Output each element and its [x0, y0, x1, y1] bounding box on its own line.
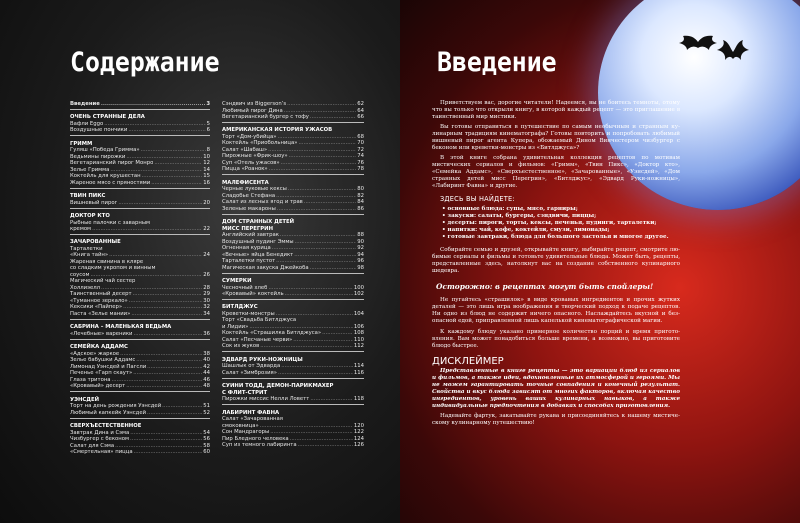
toc-page-number: 64	[357, 107, 364, 114]
toc-entry-title: Сон Мандрагоры	[222, 429, 270, 436]
toc-leader-dots	[269, 166, 357, 173]
toc-page-number: 88	[357, 232, 364, 239]
toc-page-number: 6	[206, 127, 210, 134]
toc-leader-dots	[101, 101, 205, 108]
toc-entry[interactable]	[222, 265, 364, 272]
toc-leader-dots	[128, 127, 205, 134]
toc-entry-title: Сэндвич из Biggerson’s	[222, 101, 287, 107]
toc-entry-title: Шашлык от Эдварда	[222, 363, 281, 370]
toc-entry-title: «Смертельная» пицца	[70, 449, 133, 456]
toc-entry[interactable]	[70, 449, 210, 456]
toc-leader-dots	[298, 442, 353, 449]
toc-entry-title: «Туманное зеркало»	[70, 297, 128, 304]
toc-page-number: 56	[203, 436, 210, 443]
toc-page-number: 52	[203, 409, 210, 416]
find-here-heading: ЗДЕСЬ ВЫ НАЙДЕТЕ:	[440, 195, 515, 204]
toc-divider	[70, 188, 210, 189]
toc-entry-line: со сладким укропом и винным	[70, 265, 156, 272]
toc-entry-title: Магическая закуска Джейкоба	[222, 264, 309, 271]
toc-entry[interactable]	[70, 127, 210, 134]
toc-entry-title: Таинственный десерт	[70, 291, 132, 298]
toc-entry-title: Торт на день рождения Уэнсдей	[70, 403, 162, 410]
toc-entry[interactable]	[70, 410, 210, 417]
toc-page-number: 74	[357, 153, 364, 160]
disclaimer-heading: ДИСКЛЕЙМЕР	[432, 355, 504, 367]
toc-entry[interactable]	[222, 396, 364, 403]
toc-page-number: 120	[353, 422, 364, 429]
toc-page-number: 90	[357, 238, 364, 245]
toc-entry-title: Любимый пирог Дина	[222, 107, 283, 114]
toc-leader-dots	[260, 343, 353, 350]
toc-divider	[222, 273, 364, 274]
toc-divider	[70, 391, 210, 392]
toc-entry-title: Вегетарианский бургер с тофу	[222, 114, 309, 120]
toc-entry-title: Вафли Eggo	[70, 120, 104, 127]
toc-entry-title: смоковница»	[222, 422, 259, 429]
toc-page-number: 80	[357, 186, 364, 193]
toc-page-number: 10	[203, 153, 210, 160]
toc-page-number: 34	[203, 310, 210, 317]
toc-column-left	[70, 101, 210, 456]
toc-section-heading: ТВИН ПИКС	[70, 193, 106, 200]
toc-divider	[222, 351, 364, 352]
toc-section-heading: МИСС ПЕРЕГРИН	[222, 225, 273, 232]
toc-entry-title: «Книга тайн»	[70, 252, 109, 259]
toc-entry-title: Вишневый пирог	[70, 199, 118, 206]
toc-page-number: 72	[357, 146, 364, 153]
toc-entry-line: Жареная свинина в кляре	[70, 258, 144, 265]
toc-divider	[70, 135, 210, 136]
toc-page-number: 20	[203, 199, 210, 206]
toc-section-heading: МАЛЕФИСЕНТА	[222, 179, 269, 186]
toc-page-number: 94	[357, 251, 364, 258]
toc-entry-title: Жареное мясо с пряностями	[70, 179, 151, 186]
toc-leader-dots	[147, 410, 202, 417]
spoiler-warning: Осторожно: в рецептах могут быть спойлеры!	[436, 282, 654, 292]
toc-entry-title: «Адское» жаркое	[70, 350, 120, 357]
toc-entry-title: Черные луковые кексы	[222, 186, 287, 193]
toc-leader-dots	[134, 449, 203, 456]
toc-page-number: 96	[357, 258, 364, 265]
toc-entry-title: Воздушные пончики	[70, 127, 128, 134]
toc-leader-dots	[126, 383, 202, 390]
toc-section-heading: АМЕРИКАНСКАЯ ИСТОРИЯ УЖАСОВ	[222, 127, 333, 134]
toc-entry[interactable]	[70, 383, 210, 390]
toc-page-number: 100	[353, 284, 364, 291]
toc-entry-title: Лимонад Уэнсдей и Пагсли	[70, 363, 147, 370]
toc-section-heading: ОЧЕНЬ СТРАННЫЕ ДЕЛА	[70, 114, 145, 121]
toc-page-number: 70	[357, 140, 364, 147]
toc-page-number: 26	[203, 271, 210, 278]
toc-section-heading: СВЕРХЪЕСТЕСТВЕННОЕ	[70, 423, 142, 430]
toc-page-number: 22	[203, 226, 210, 233]
toc-entry-title: Чесночный хлеб	[222, 284, 268, 291]
toc-column-right	[222, 101, 364, 449]
toc-entry[interactable]	[222, 291, 364, 298]
toc-page-number: 12	[203, 160, 210, 167]
toc-divider	[222, 214, 364, 215]
toc-entry-title: Чизбургер с беконом	[70, 436, 130, 443]
toc-leader-dots	[118, 200, 202, 207]
disclaimer-text: Представленные в книге рецепты — это вариации блюд из сериалов и фильмов, а также идеи, вдохновленные их атмосферой и героями. Мы не можем гарантировать точные совпадения и конечный результат. Свойства и вкус блюда зависят от многих факторов, включая качество ингредиентов, уровень ваших кулинарных навыков, а также индивидуальные предпочтения в добавках и способах приготовления.	[432, 367, 680, 409]
toc-entry-title: Печенье «Гарп скаут»	[70, 370, 133, 377]
intro-paragraph: К каждому блюду указано примерное количество порций и время приготовления. Вам может понадобиться больше времени, а возможно, вы приготовите блюдо быстрее.	[432, 328, 680, 349]
find-here-list	[432, 206, 680, 241]
find-here-item: • закуски: салаты, бургеры, сэндвичи, пиццы;	[442, 213, 680, 220]
toc-page-number: 46	[203, 376, 210, 383]
toc-section-heading: СУМЕРКИ	[222, 278, 252, 285]
toc-leader-dots	[134, 331, 203, 338]
toc-page-number: 62	[357, 101, 364, 107]
toc-page-number: 16	[203, 179, 210, 186]
toc-entry-title: Салат для Сэма	[70, 442, 115, 449]
toc-leader-dots	[92, 226, 202, 233]
toc-page-number: 60	[203, 449, 210, 456]
toc-page-number: 108	[353, 330, 364, 337]
toc-page-number: 76	[357, 159, 364, 166]
toc-section-heading: САБРИНА – МАЛЕНЬКАЯ ВЕДЬМА	[70, 324, 172, 331]
toc-page-number: 40	[203, 357, 210, 364]
intro-title: Введение	[437, 47, 557, 78]
toc-entry[interactable]	[70, 101, 210, 108]
toc-entry[interactable]	[222, 166, 364, 173]
toc-entry-title: Зелье Гримма	[70, 166, 110, 173]
toc-entry-title: Любимый капкейк Уэнсдей	[70, 409, 147, 416]
toc-divider	[222, 122, 364, 123]
toc-section-heading: БИТЛДЖУС	[222, 304, 258, 311]
toc-divider	[70, 418, 210, 419]
toc-entry-title: Пирожные «Фрик-шоу»	[222, 153, 288, 160]
toc-page-number: 98	[357, 264, 364, 271]
toc-entry-title: Суп «Отель ужасов»	[222, 159, 280, 166]
toc-leader-dots	[151, 180, 202, 187]
toc-page-number: 84	[357, 199, 364, 206]
toc-page-number: 30	[203, 297, 210, 304]
toc-page-number: 104	[353, 310, 364, 317]
toc-entry-title: Креветки-монстры	[222, 310, 275, 317]
toc-entry-title: «Кровавый» десерт	[70, 383, 126, 390]
toc-leader-dots	[285, 291, 353, 298]
intro-paragraph: Собирайте семью и друзей, открывайте книгу, выбирайте рецепт, смотрите любимые сериалы и фильмы и готовьте удивительные блюда. Может быть, рецепты, представленные здесь, натолкнут вас на создание собственного кулинарного шедевра.	[432, 247, 680, 275]
toc-entry-title: Вегетарианский пирог Монро	[70, 160, 154, 167]
toc-entry-line: Магический чай сестер	[70, 278, 136, 285]
toc-divider	[70, 319, 210, 320]
toc-entry-title: Торт «Дом-убийца»	[222, 133, 277, 140]
intro-paragraph: Приветствуем вас, дорогие читатели! Надеемся, вы не боитесь темноты, отому что вы только что открыли книгу, в которой каждый рецепт — это приглашение в таинственный мир мистики.	[432, 100, 680, 120]
toc-page-number: 54	[203, 429, 210, 436]
toc-entry[interactable]	[70, 252, 210, 259]
toc-page-number: 51	[203, 403, 210, 410]
toc-entry-line: Тарталетки	[70, 245, 103, 252]
toc-page-number: 48	[203, 383, 210, 390]
find-here-item: • напитки: чай, кофе, коктейли, смузи, лимонады;	[442, 227, 680, 234]
toc-entry[interactable]	[222, 114, 364, 121]
toc-entry-title: Зелье бабушки Аддамс	[70, 357, 136, 364]
toc-page-number: 116	[353, 369, 364, 376]
toc-entry-title: Зеленые макароны	[222, 205, 276, 212]
find-here-item: • десерты: пироги, торты, кексы, печенья, пудинги, тарталетки;	[442, 220, 680, 227]
toc-entry-title: Пир Бледного человека	[222, 435, 289, 442]
toc-page-number: 38	[203, 350, 210, 357]
find-here-item: • готовые завтраки, блюда для большого застолья и многое другое.	[442, 234, 680, 241]
toc-page-number: 14	[203, 166, 210, 173]
toc-divider	[222, 404, 364, 405]
toc-page-number: 29	[203, 291, 210, 298]
toc-divider	[70, 109, 210, 110]
toc-entry-title: Английский завтрак	[222, 232, 279, 239]
toc-section-heading: СУИНИ ТОДД, ДЕМОН-ПАРИКМАХЕР	[222, 383, 334, 390]
toc-page-number: 102	[353, 291, 364, 298]
toc-page-number: 42	[203, 363, 210, 370]
toc-page-number: 122	[353, 429, 364, 436]
toc-page-number: 106	[353, 323, 364, 330]
toc-page-number: 8	[206, 147, 210, 154]
toc-entry[interactable]	[222, 370, 364, 377]
toc-page-number: 68	[357, 133, 364, 140]
toc-entry[interactable]	[222, 442, 364, 449]
toc-page-number: 112	[353, 343, 364, 350]
toc-divider	[70, 208, 210, 209]
intro-paragraph: Надевайте фартук, закатывайте рукава и присоединяйтесь к нашему мистическому кулинарному путешествию!	[432, 412, 680, 426]
toc-page-number: 58	[203, 442, 210, 449]
toc-entry-title: Глаза тритона	[70, 376, 111, 383]
toc-entry-line: Салат «Зачарованная	[222, 416, 283, 423]
toc-entry-title: Паста «Зелье мании»	[70, 310, 131, 317]
toc-leader-dots	[310, 265, 357, 272]
toc-page-number: 5	[206, 120, 210, 127]
toc-entry[interactable]	[70, 200, 210, 207]
toc-page-number: 28	[203, 284, 210, 291]
toc-page-number: 32	[203, 304, 210, 311]
toc-entry-line: Торт «Свадьба Битлджуса	[222, 317, 297, 324]
toc-page-number: 110	[353, 336, 364, 343]
toc-page-number: 126	[353, 442, 364, 449]
toc-entry[interactable]	[70, 311, 210, 318]
toc-entry[interactable]	[70, 331, 210, 338]
toc-page-number: 3	[206, 101, 210, 107]
toc-entry-title: Коктейль «Приобольница»	[222, 140, 298, 147]
toc-entry-title: «Лечебные» вареники	[70, 330, 133, 337]
toc-section-heading: С ФЛИТ-СТРИТ	[222, 389, 268, 396]
toc-entry-title: Кексики «Пайпер»	[70, 304, 123, 311]
toc-entry-title: Сладобье Стефана	[222, 192, 276, 199]
toc-entry-title: Тарталетки пустот	[222, 258, 276, 265]
toc-entry-title: Холлиэелл	[70, 284, 101, 291]
toc-leader-dots	[278, 370, 353, 377]
toc-leader-dots	[277, 206, 356, 213]
toc-divider	[222, 174, 364, 175]
toc-leader-dots	[310, 114, 356, 121]
toc-entry-title: Суп из темного лабиринта	[222, 442, 297, 449]
toc-page-number: 92	[357, 245, 364, 252]
toc-page-number: 78	[357, 166, 364, 173]
find-here-item: • основные блюда: супы, мясо, гарниры;	[442, 206, 680, 213]
toc-section-heading: ЭДВАРД РУКИ-НОЖНИЦЫ	[222, 356, 303, 363]
toc-entry-title: Ведьмины пирожки	[70, 153, 126, 160]
toc-page-number: 66	[357, 114, 364, 120]
toc-entry-title: соусом	[70, 271, 90, 278]
toc-page-number: 118	[353, 396, 364, 403]
toc-entry-title: Гуляш «Победа Гримма»	[70, 147, 140, 154]
toc-entry[interactable]	[70, 180, 210, 187]
toc-entry-title: Салат «Зимброзия»	[222, 369, 277, 376]
toc-leader-dots	[131, 311, 202, 318]
toc-entry-title: «Кровавый» коктейль	[222, 291, 284, 298]
toc-leader-dots	[310, 396, 353, 403]
intro-paragraph: В этой книге собрана удивительная коллекция рецептов по мотивам мистических сериалов и фильмов: «Гримм», «Твин Пикс», «Доктор кто», «Семейка Аддамс», «Сверхъестественное», «Зачарованные», «Уэнсдей», «Дом странных детей мисс Перегрин», «Битлджус», «Эдвард Руки-ножницы», «Лабиринт Фавна» и другие.	[432, 155, 680, 190]
toc-entry-title: Пирожки миссис Нелли Ловетт	[222, 396, 310, 403]
toc-entry-title: Салат «Песчаные черви»	[222, 336, 293, 343]
bat-icon	[715, 38, 751, 68]
toc-entry-title: Коктейль «Страшилка Битлджуса»	[222, 330, 322, 337]
toc-entry[interactable]	[222, 343, 364, 350]
toc-page-number: 86	[357, 205, 364, 212]
toc-entry-title: и Лидии»	[222, 323, 249, 330]
toc-divider	[222, 299, 364, 300]
toc-page-number: 82	[357, 192, 364, 199]
intro-paragraph: Вы готовы отправиться в путешествие по самым необычным и странным кулинарным традициям кинематографа? Готовы повторить и попробовать любимый вишневый пирог агента Купера, обожаемый Дином Винчестером чизбургер с беконом или креветки-монстры из «Битлджуса»?	[432, 124, 680, 152]
toc-entry-title: кремом	[70, 226, 92, 233]
toc-entry-title: Салат из лесных ягод и трав	[222, 199, 303, 206]
toc-entry[interactable]	[70, 226, 210, 233]
toc-divider	[222, 378, 364, 379]
toc-section-heading: ДОМ СТРАННЫХ ДЕТЕЙ	[222, 219, 295, 226]
toc-entry-title: Коктейль для крушестан	[70, 173, 141, 180]
toc-entry-title: Салат «Шабаш»	[222, 146, 268, 153]
toc-page-number: 36	[203, 330, 210, 337]
intro-paragraph: Не пугайтесь «страшилок» в виде кровавых ингредиентов и прочих жутких деталей — это лишь игра воображения и творческий подход к подаче рецептов. Ни одно из блюд не содержит ничего опасного. Наслаждайтесь вкусной и безопасной едой, приправленной лишь капелькой кинематографической магии.	[432, 297, 680, 325]
intro-body	[432, 100, 680, 430]
toc-section-heading: ДОКТОР КТО	[70, 213, 110, 220]
toc-entry-title: Воздушный пудинг Эммы	[222, 238, 294, 245]
toc-page-number: 114	[353, 363, 364, 370]
toc-entry-title: «Вечные» яйца Бенедикт	[222, 251, 294, 258]
toc-entry-title: Сок из жуков	[222, 343, 260, 350]
toc-entry-title: Введение	[70, 101, 100, 107]
contents-title: Содержание	[70, 47, 220, 78]
toc-section-heading: ЛАБИРИНТ ФАВНА	[222, 409, 280, 416]
toc-section-heading: УЭНСДЕЙ	[70, 396, 100, 403]
toc-divider	[70, 234, 210, 235]
toc-entry[interactable]	[222, 206, 364, 213]
toc-page-number: 15	[203, 173, 210, 180]
toc-divider	[70, 339, 210, 340]
toc-entry-title: Огненная курица	[222, 245, 271, 252]
toc-section-heading: ЗАЧАРОВАННЫЕ	[70, 239, 121, 246]
toc-leader-dots	[109, 252, 202, 259]
toc-entry-title: Пицца «Роанок»	[222, 166, 268, 173]
toc-entry-title: Завтрак Дина и Сэма	[70, 429, 130, 436]
toc-section-heading: СЕМЕЙКА АДДАМС	[70, 344, 128, 351]
toc-page-number: 24	[203, 252, 210, 259]
toc-page-number: 124	[353, 435, 364, 442]
toc-page-number: 44	[203, 370, 210, 377]
toc-section-heading: ГРИММ	[70, 140, 93, 147]
toc-entry-line: Рыбные палочки с заварным	[70, 219, 151, 226]
